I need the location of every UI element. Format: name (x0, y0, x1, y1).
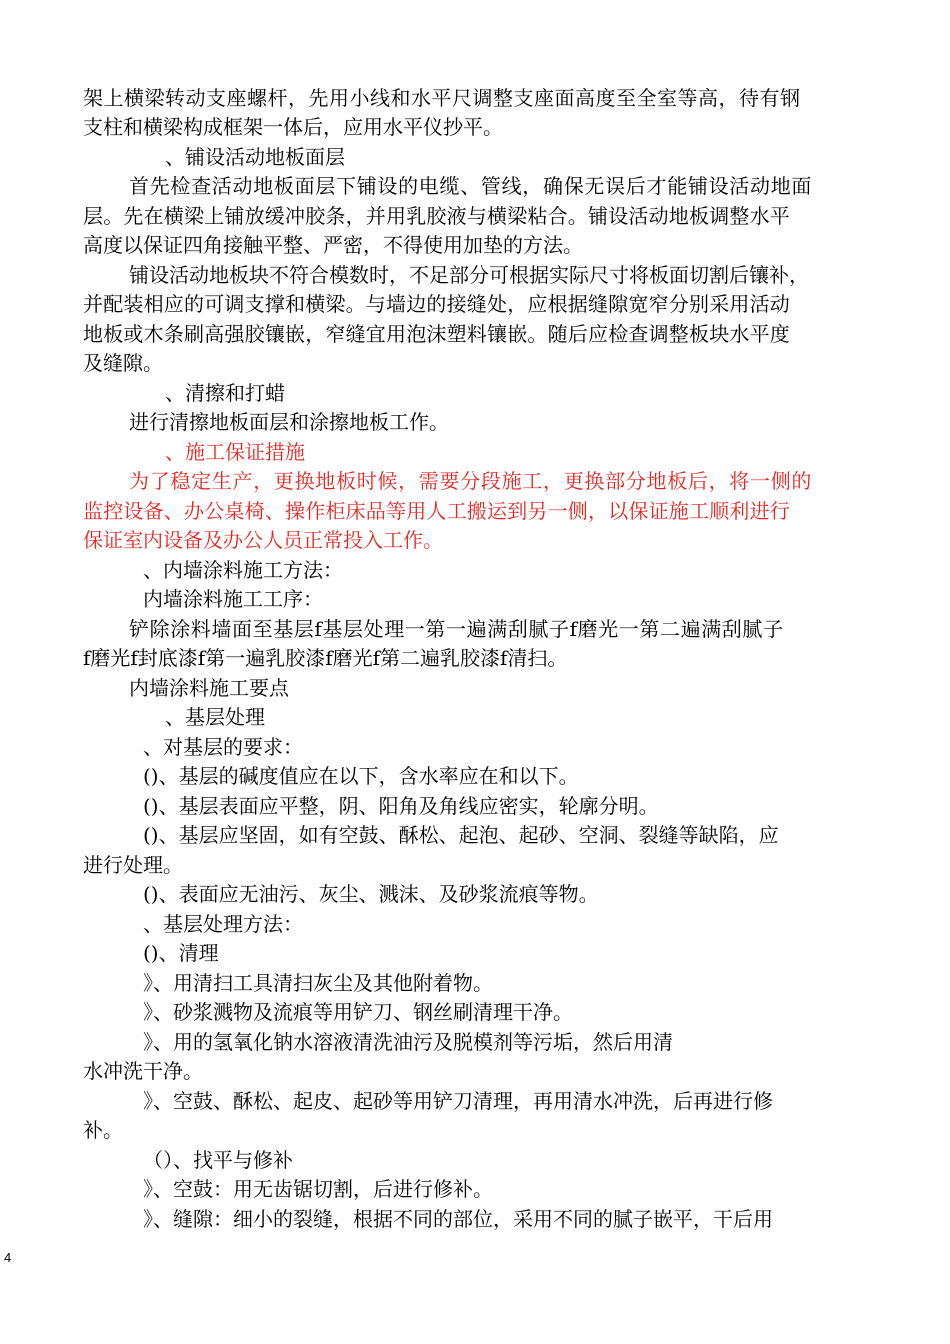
section-heading: 、内墙涂料施工方法： (143, 558, 343, 582)
text-line: 地板或木条刷高强胶镶嵌，窄缝宜用泡沫塑料镶嵌。随后应检查调整板块水平度 (83, 322, 790, 346)
list-item: ()、清理 (143, 941, 219, 965)
section-heading: 内墙涂料施工要点 (129, 676, 289, 700)
text-line: f磨光f封底漆f第一遍乳胶漆f磨光f第二遍乳胶漆f清扫。 (83, 646, 568, 670)
list-item: ()、基层应坚固，如有空鼓、酥松、起泡、起砂、空洞、裂缝等缺陷，应 (143, 823, 779, 847)
list-item: 》、用的氢氧化钠水溶液清洗油污及脱模剂等污垢，然后用清 (143, 1030, 673, 1054)
text-line: 水冲洗干净。 (83, 1059, 203, 1083)
section-heading: 、清擦和打蜡 (165, 381, 285, 405)
section-heading-highlight: 、施工保证措施 (165, 440, 305, 464)
text-line: 高度以保证四角接触平整、严密，不得使用加垫的方法。 (83, 233, 583, 257)
text-line: 并配装相应的可调支撑和横梁。与墙边的接缝处，应根据缝隙宽窄分别采用活动 (83, 292, 790, 316)
list-item: ()、基层的碱度值应在以下，含水率应在和以下。 (143, 764, 579, 788)
text-line-highlight: 保证室内设备及办公人员正常投入工作。 (83, 528, 443, 552)
text-line: 首先检查活动地板面层下铺设的电缆、管线，确保无误后才能铺设活动地面 (129, 174, 813, 198)
list-item: 》、缝隙：细小的裂缝，根据不同的部位，采用不同的腻子嵌平，干后用 (143, 1207, 773, 1231)
text-line: 进行清擦地板面层和涂擦地板工作。 (129, 410, 449, 434)
list-item: ()、表面应无油污、灰尘、溅沫、及砂浆流痕等物。 (143, 882, 599, 906)
list-item: 》、砂浆溅物及流痕等用铲刀、钢丝刷清理干净。 (143, 1000, 573, 1024)
text-line: 进行处理。 (83, 853, 183, 877)
text-line: 、对基层的要求： (143, 735, 303, 759)
list-item: 》、空鼓：用无齿锯切割，后进行修补。 (143, 1177, 493, 1201)
page-number: 4 (4, 1250, 12, 1265)
text-line-highlight: 监控设备、办公桌椅、操作柜床品等用人工搬运到另一侧，以保证施工顺利进行 (83, 499, 790, 523)
list-item: ()、基层表面应平整，阴、阳角及角线应密实，轮廓分明。 (143, 794, 659, 818)
text-line: 内墙涂料施工工序： (143, 587, 323, 611)
text-line: 铺设活动地板块不符合模数时，不足部分可根据实际尺寸将板面切割后镶补， (129, 263, 809, 287)
text-line: 、基层处理方法： (143, 912, 303, 936)
text-line: 及缝隙。 (83, 351, 163, 375)
text-line: 补。 (83, 1118, 123, 1142)
list-item: 》、空鼓、酥松、起皮、起砂等用铲刀清理，再用清水冲洗，后再进行修 (143, 1089, 773, 1113)
text-line-highlight: 为了稳定生产，更换地板时候，需要分段施工，更换部分地板后，将一侧的 (129, 469, 813, 493)
list-item: （）、找平与修补 (143, 1148, 293, 1172)
text-line: 铲除涂料墙面至基层f基层处理一第一遍满刮腻子f磨光一第二遍满刮腻子 (129, 617, 784, 641)
text-line: 层。先在横梁上铺放缓冲胶条，并用乳胶液与横梁粘合。铺设活动地板调整水平 (83, 204, 790, 228)
list-item: 》、用清扫工具清扫灰尘及其他附着物。 (143, 971, 493, 995)
section-heading: 、铺设活动地板面层 (165, 145, 345, 169)
text-line: 支柱和横梁构成框架一体后，应用水平仪抄平。 (83, 115, 503, 139)
text-line: 架上横梁转动支座螺杆，先用小线和水平尺调整支座面高度至全室等高，待有钢 (83, 86, 801, 110)
section-heading: 、基层处理 (165, 705, 265, 729)
